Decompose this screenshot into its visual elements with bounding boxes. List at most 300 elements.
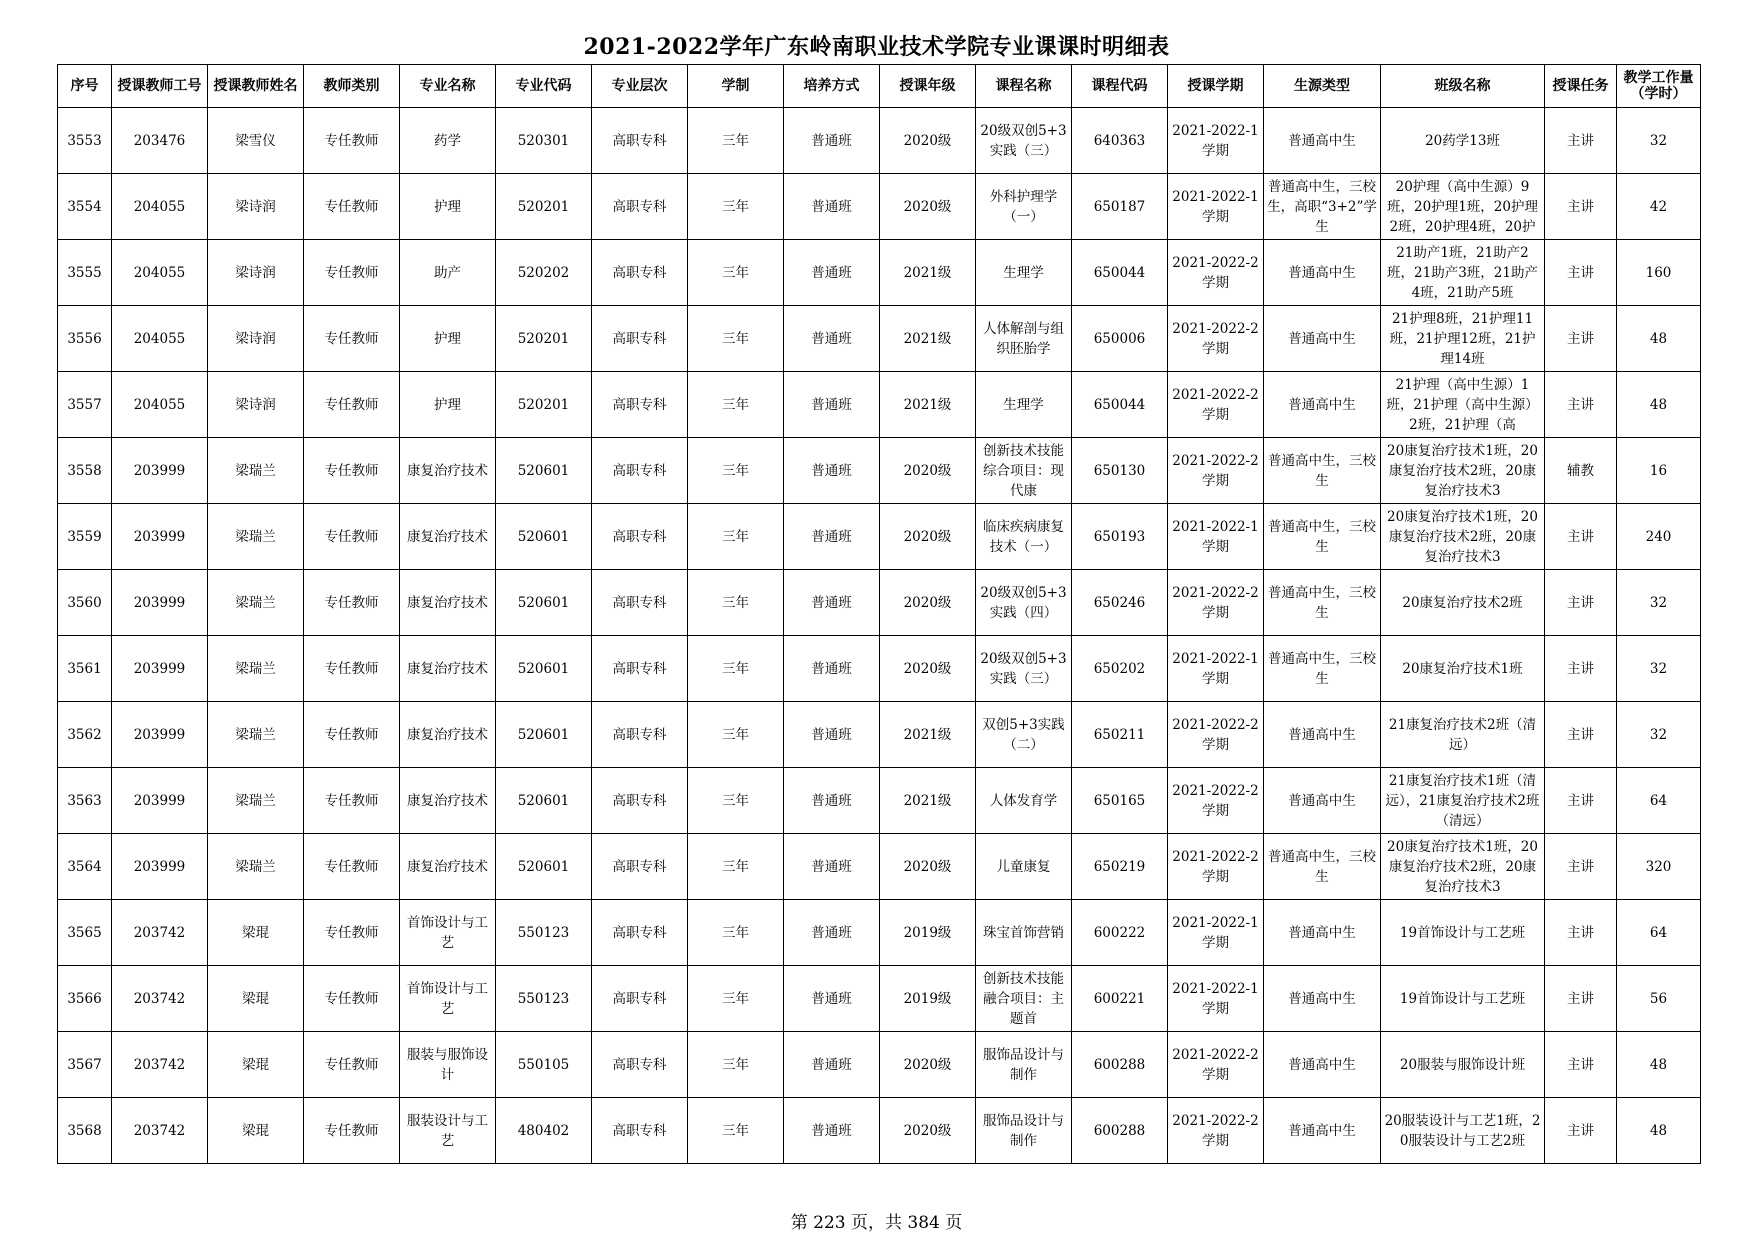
table-cell: [784, 306, 880, 372]
table-cell: [304, 174, 400, 240]
table-cell: [688, 240, 784, 306]
table-cell: [112, 438, 208, 504]
column-header: 专业名称: [400, 65, 496, 108]
cell-text: 20级双创5+3实践（四）: [980, 584, 1067, 621]
table-cell: [880, 768, 976, 834]
table-cell: [880, 1098, 976, 1164]
cell-text: 专任教师: [324, 264, 379, 281]
cell-text: 普通高中生: [1288, 330, 1356, 347]
table-cell: [112, 306, 208, 372]
cell-text: 20级双创5+3实践（三）: [980, 122, 1067, 159]
cell-text: 20级双创5+3实践（三）: [980, 650, 1067, 687]
cell-text: 主讲: [1567, 330, 1594, 347]
table-cell: [976, 1032, 1072, 1098]
cell-text: 普通班: [811, 264, 852, 281]
table-cell: [496, 636, 592, 702]
cell-text: 650193: [1093, 528, 1146, 545]
table-cell: [1264, 240, 1381, 306]
cell-text: 3560: [67, 594, 102, 611]
cell-text: 204055: [133, 198, 186, 215]
table-cell: [496, 174, 592, 240]
cell-text: 2020级: [903, 198, 952, 215]
column-header: 授课教师工号: [112, 65, 208, 108]
table-cell: [496, 504, 592, 570]
table-cell: [496, 900, 592, 966]
cell-text: 2021-2022-1学期: [1172, 188, 1259, 225]
table-cell: [784, 966, 880, 1032]
table-cell: [208, 240, 304, 306]
table-cell: [1545, 174, 1617, 240]
cell-text: 203742: [133, 990, 186, 1007]
table-cell: [1617, 504, 1701, 570]
cell-text: 56: [1649, 990, 1668, 1007]
cell-text: 2021级: [903, 396, 952, 413]
cell-text: 高职专科: [612, 264, 667, 281]
table-body: [58, 108, 1701, 1164]
table-cell: [592, 240, 688, 306]
cell-text: 专任教师: [324, 726, 379, 743]
cell-text: 3562: [67, 726, 102, 743]
table-cell: [1381, 702, 1545, 768]
table-cell: [496, 834, 592, 900]
cell-text: 550123: [517, 990, 570, 1007]
cell-text: 普通班: [811, 1056, 852, 1073]
table-cell: [784, 240, 880, 306]
table-cell: [1381, 240, 1545, 306]
cell-text: 普通高中生，三校生，高职“3+2”学生: [1267, 178, 1377, 235]
cell-text: 专任教师: [324, 924, 379, 941]
cell-text: 203999: [133, 594, 186, 611]
cell-text: 203742: [133, 924, 186, 941]
table-cell: [208, 504, 304, 570]
cell-text: 专任教师: [324, 792, 379, 809]
cell-text: 2021-2022-2学期: [1172, 848, 1259, 885]
cell-text: 主讲: [1567, 858, 1594, 875]
table-cell: [304, 1032, 400, 1098]
table-cell: [1545, 834, 1617, 900]
table-cell: [1072, 240, 1168, 306]
cell-text: 20服装设计与工艺1班，20服装设计与工艺2班: [1384, 1112, 1541, 1149]
table-cell: [976, 438, 1072, 504]
table-cell: [1264, 438, 1381, 504]
cell-text: 3561: [67, 660, 102, 677]
table-cell: [1072, 438, 1168, 504]
table-cell: [1264, 372, 1381, 438]
cell-text: 梁诗润: [235, 264, 276, 281]
cell-text: 高职专科: [612, 990, 667, 1007]
cell-text: 2020级: [903, 462, 952, 479]
cell-text: 珠宝首饰营销: [983, 924, 1064, 941]
cell-text: 2021级: [903, 792, 952, 809]
table-cell: [208, 174, 304, 240]
table-cell: [1617, 966, 1701, 1032]
cell-text: 520601: [517, 726, 570, 743]
cell-text: 20康复治疗技术1班，20康复治疗技术2班，20康复治疗技术3: [1387, 442, 1538, 499]
table-cell: [688, 108, 784, 174]
table-cell: [1381, 768, 1545, 834]
cell-text: 2020级: [903, 1056, 952, 1073]
cell-text: 专任教师: [324, 1056, 379, 1073]
table-cell: [58, 1032, 112, 1098]
cell-text: 520202: [517, 264, 570, 281]
cell-text: 3558: [67, 462, 102, 479]
cell-text: 普通高中生，三校生: [1268, 848, 1376, 885]
table-cell: [304, 372, 400, 438]
cell-text: 药学: [434, 132, 461, 149]
table-cell: [592, 570, 688, 636]
table-cell: [784, 834, 880, 900]
table-cell: [976, 174, 1072, 240]
table-cell: [58, 438, 112, 504]
table-cell: [592, 438, 688, 504]
cell-text: 19首饰设计与工艺班: [1399, 924, 1526, 941]
cell-text: 3565: [67, 924, 102, 941]
cell-text: 48: [1649, 1122, 1668, 1139]
column-header: 授课任务: [1545, 65, 1617, 108]
table-cell: [1545, 108, 1617, 174]
table-cell: [1168, 108, 1264, 174]
table-cell: [112, 966, 208, 1032]
table-cell: [1545, 306, 1617, 372]
table-cell: [1545, 1032, 1617, 1098]
header-row: [58, 65, 1701, 108]
cell-text: 梁瑞兰: [235, 660, 276, 677]
cell-text: 2021-2022-2学期: [1172, 1046, 1259, 1083]
table-cell: [58, 966, 112, 1032]
table-cell: [58, 372, 112, 438]
cell-text: 普通高中生: [1288, 132, 1356, 149]
cell-text: 康复治疗技术: [407, 792, 488, 809]
table-cell: [304, 108, 400, 174]
table-cell: [1381, 438, 1545, 504]
cell-text: 专任教师: [324, 594, 379, 611]
table-cell: [592, 306, 688, 372]
table-cell: [1264, 900, 1381, 966]
cell-text: 650219: [1093, 858, 1146, 875]
table-cell: [976, 702, 1072, 768]
table-cell: [1381, 174, 1545, 240]
cell-text: 普通班: [811, 858, 852, 875]
table-cell: [1072, 834, 1168, 900]
table-cell: [784, 438, 880, 504]
cell-text: 3556: [67, 330, 102, 347]
table-cell: [400, 636, 496, 702]
cell-text: 520201: [517, 330, 570, 347]
cell-text: 助产: [434, 264, 461, 281]
table-cell: [688, 1098, 784, 1164]
table-cell: [1381, 570, 1545, 636]
table-row: [58, 240, 1701, 306]
cell-text: 普通班: [811, 132, 852, 149]
cell-text: 梁琨: [242, 990, 269, 1007]
table-cell: [1264, 966, 1381, 1032]
cell-text: 3557: [67, 396, 102, 413]
table-cell: [1168, 636, 1264, 702]
table-cell: [880, 570, 976, 636]
table-cell: [1381, 834, 1545, 900]
cell-text: 高职专科: [612, 396, 667, 413]
table-row: [58, 966, 1701, 1032]
cell-text: 专任教师: [324, 1122, 379, 1139]
cell-text: 主讲: [1567, 660, 1594, 677]
cell-text: 3553: [67, 132, 102, 149]
cell-text: 三年: [722, 330, 749, 347]
cell-text: 20服装与服饰设计班: [1399, 1056, 1526, 1073]
table-cell: [1264, 504, 1381, 570]
cell-text: 普通班: [811, 924, 852, 941]
table-cell: [976, 504, 1072, 570]
cell-text: 203999: [133, 858, 186, 875]
table-row: [58, 834, 1701, 900]
cell-text: 160: [1645, 264, 1672, 281]
cell-text: 650202: [1093, 660, 1146, 677]
table-row: [58, 768, 1701, 834]
cell-text: 20康复治疗技术1班: [1402, 660, 1523, 677]
table-row: [58, 174, 1701, 240]
cell-text: 20康复治疗技术2班: [1402, 594, 1523, 611]
table-cell: [592, 900, 688, 966]
cell-text: 普通班: [811, 594, 852, 611]
cell-text: 梁诗润: [235, 396, 276, 413]
table-cell: [400, 834, 496, 900]
table-cell: [880, 108, 976, 174]
table-cell: [400, 570, 496, 636]
cell-text: 梁雪仪: [235, 132, 276, 149]
table-cell: [496, 306, 592, 372]
table-row: [58, 504, 1701, 570]
cell-text: 2021-2022-1学期: [1172, 980, 1259, 1017]
table-cell: [784, 636, 880, 702]
table-cell: [400, 966, 496, 1032]
table-row: [58, 900, 1701, 966]
table-cell: [880, 174, 976, 240]
cell-text: 辅教: [1567, 462, 1594, 479]
cell-text: 首饰设计与工艺: [407, 980, 488, 1017]
cell-text: 三年: [722, 792, 749, 809]
table-cell: [976, 1098, 1072, 1164]
cell-text: 2021-2022-2学期: [1172, 1112, 1259, 1149]
cell-text: 生理学: [1003, 396, 1044, 413]
cell-text: 康复治疗技术: [407, 594, 488, 611]
cell-text: 康复治疗技术: [407, 660, 488, 677]
cell-text: 520601: [517, 792, 570, 809]
cell-text: 三年: [722, 726, 749, 743]
table-cell: [1072, 108, 1168, 174]
cell-text: 520201: [517, 396, 570, 413]
cell-text: 3567: [67, 1056, 102, 1073]
table-cell: [1617, 1098, 1701, 1164]
table-cell: [976, 108, 1072, 174]
table-cell: [1264, 1032, 1381, 1098]
cell-text: 20护理（高中生源）9班，20护理1班，20护理2班，20护理4班，20护: [1387, 178, 1538, 235]
cell-text: 普通高中生: [1288, 1056, 1356, 1073]
column-header: 班级名称: [1381, 65, 1545, 108]
cell-text: 高职专科: [612, 198, 667, 215]
table-row: [58, 636, 1701, 702]
table-cell: [304, 768, 400, 834]
cell-text: 双创5+3实践（二）: [982, 716, 1065, 753]
table-cell: [880, 702, 976, 768]
table-cell: [208, 768, 304, 834]
column-header: 培养方式: [784, 65, 880, 108]
cell-text: 2020级: [903, 858, 952, 875]
table-cell: [112, 240, 208, 306]
table-cell: [208, 702, 304, 768]
table-row: [58, 108, 1701, 174]
table-cell: [496, 372, 592, 438]
table-cell: [1545, 504, 1617, 570]
table-cell: [688, 768, 784, 834]
cell-text: 梁瑞兰: [235, 792, 276, 809]
table-cell: [688, 702, 784, 768]
cell-text: 650044: [1093, 264, 1146, 281]
cell-text: 普通班: [811, 726, 852, 743]
table-cell: [1168, 900, 1264, 966]
cell-text: 3559: [67, 528, 102, 545]
table-cell: [112, 108, 208, 174]
cell-text: 三年: [722, 396, 749, 413]
table-cell: [1168, 834, 1264, 900]
cell-text: 203742: [133, 1056, 186, 1073]
cell-text: 三年: [722, 924, 749, 941]
table-cell: [496, 240, 592, 306]
table-cell: [880, 306, 976, 372]
table-cell: [112, 768, 208, 834]
table-cell: [400, 174, 496, 240]
table-cell: [1264, 174, 1381, 240]
table-cell: [1168, 570, 1264, 636]
column-header: 教师类别: [304, 65, 400, 108]
table-cell: [688, 636, 784, 702]
cell-text: 专任教师: [324, 858, 379, 875]
cell-text: 普通高中生，三校生: [1268, 518, 1376, 555]
cell-text: 普通高中生，三校生: [1268, 650, 1376, 687]
table-cell: [58, 108, 112, 174]
table-cell: [304, 636, 400, 702]
column-header: 生源类型: [1264, 65, 1381, 108]
cell-text: 高职专科: [612, 330, 667, 347]
cell-text: 203999: [133, 660, 186, 677]
cell-text: 专任教师: [324, 528, 379, 545]
table-cell: [58, 834, 112, 900]
cell-text: 650187: [1093, 198, 1146, 215]
cell-text: 203999: [133, 462, 186, 479]
table-cell: [496, 438, 592, 504]
cell-text: 高职专科: [612, 792, 667, 809]
cell-text: 高职专科: [612, 132, 667, 149]
cell-text: 2021-2022-1学期: [1172, 122, 1259, 159]
table-cell: [304, 504, 400, 570]
table-cell: [880, 504, 976, 570]
table-cell: [880, 438, 976, 504]
table-cell: [112, 834, 208, 900]
table-cell: [1381, 504, 1545, 570]
cell-text: 203999: [133, 528, 186, 545]
cell-text: 专任教师: [324, 660, 379, 677]
cell-text: 主讲: [1567, 1056, 1594, 1073]
page-title: 2021-2022学年广东岭南职业技术学院专业课课时明细表: [583, 34, 1170, 60]
table-cell: [112, 636, 208, 702]
cell-text: 2021-2022-2学期: [1172, 254, 1259, 291]
table-cell: [592, 504, 688, 570]
cell-text: 21护理（高中生源）1班，21护理（高中生源）2班，21护理（高: [1386, 376, 1539, 433]
cell-text: 2021-2022-1学期: [1172, 518, 1259, 555]
cell-text: 204055: [133, 396, 186, 413]
cell-text: 专任教师: [324, 198, 379, 215]
cell-text: 203742: [133, 1122, 186, 1139]
table-cell: [880, 372, 976, 438]
cell-text: 203999: [133, 792, 186, 809]
cell-text: 21护理8班，21护理11班，21护理12班，21护理14班: [1389, 310, 1536, 367]
table-cell: [1168, 702, 1264, 768]
cell-text: 2019级: [903, 990, 952, 1007]
cell-text: 高职专科: [612, 660, 667, 677]
cell-text: 2020级: [903, 528, 952, 545]
table-cell: [1072, 1032, 1168, 1098]
table-cell: [976, 636, 1072, 702]
cell-text: 204055: [133, 330, 186, 347]
cell-text: 高职专科: [612, 462, 667, 479]
table-cell: [400, 108, 496, 174]
cell-text: 550123: [517, 924, 570, 941]
table-cell: [400, 504, 496, 570]
table-cell: [208, 108, 304, 174]
cell-text: 普通班: [811, 528, 852, 545]
cell-text: 普通高中生: [1288, 1122, 1356, 1139]
cell-text: 主讲: [1567, 396, 1594, 413]
cell-text: 32: [1649, 660, 1668, 677]
cell-text: 专任教师: [324, 396, 379, 413]
cell-text: 儿童康复: [996, 858, 1051, 875]
table-cell: [1072, 306, 1168, 372]
cell-text: 首饰设计与工艺: [407, 914, 488, 951]
cell-text: 梁瑞兰: [235, 594, 276, 611]
table-cell: [400, 900, 496, 966]
table-row: [58, 1098, 1701, 1164]
column-header: 序号: [58, 65, 112, 108]
cell-text: 服饰品设计与制作: [983, 1046, 1064, 1083]
cell-text: 主讲: [1567, 792, 1594, 809]
table-cell: [1545, 372, 1617, 438]
table-cell: [58, 702, 112, 768]
table-cell: [784, 570, 880, 636]
table-cell: [58, 306, 112, 372]
cell-text: 21康复治疗技术1班（清远），21康复治疗技术2班（清远）: [1385, 772, 1540, 829]
table-cell: [400, 306, 496, 372]
table-row: [58, 570, 1701, 636]
column-header: 授课学期: [1168, 65, 1264, 108]
table-cell: [976, 240, 1072, 306]
table-cell: [58, 504, 112, 570]
column-header: 课程代码: [1072, 65, 1168, 108]
cell-text: 32: [1649, 594, 1668, 611]
table-cell: [592, 372, 688, 438]
cell-text: 48: [1649, 330, 1668, 347]
cell-text: 专任教师: [324, 330, 379, 347]
cell-text: 创新技术技能综合项目：现代康: [983, 442, 1064, 499]
table-cell: [1168, 306, 1264, 372]
table-cell: [1168, 372, 1264, 438]
table-cell: [1617, 240, 1701, 306]
table-cell: [1617, 438, 1701, 504]
table-cell: [304, 966, 400, 1032]
cell-text: 2021-2022-1学期: [1172, 914, 1259, 951]
table-cell: [1168, 438, 1264, 504]
table-cell: [880, 636, 976, 702]
cell-text: 2021级: [903, 726, 952, 743]
table-cell: [58, 636, 112, 702]
cell-text: 护理: [434, 330, 461, 347]
